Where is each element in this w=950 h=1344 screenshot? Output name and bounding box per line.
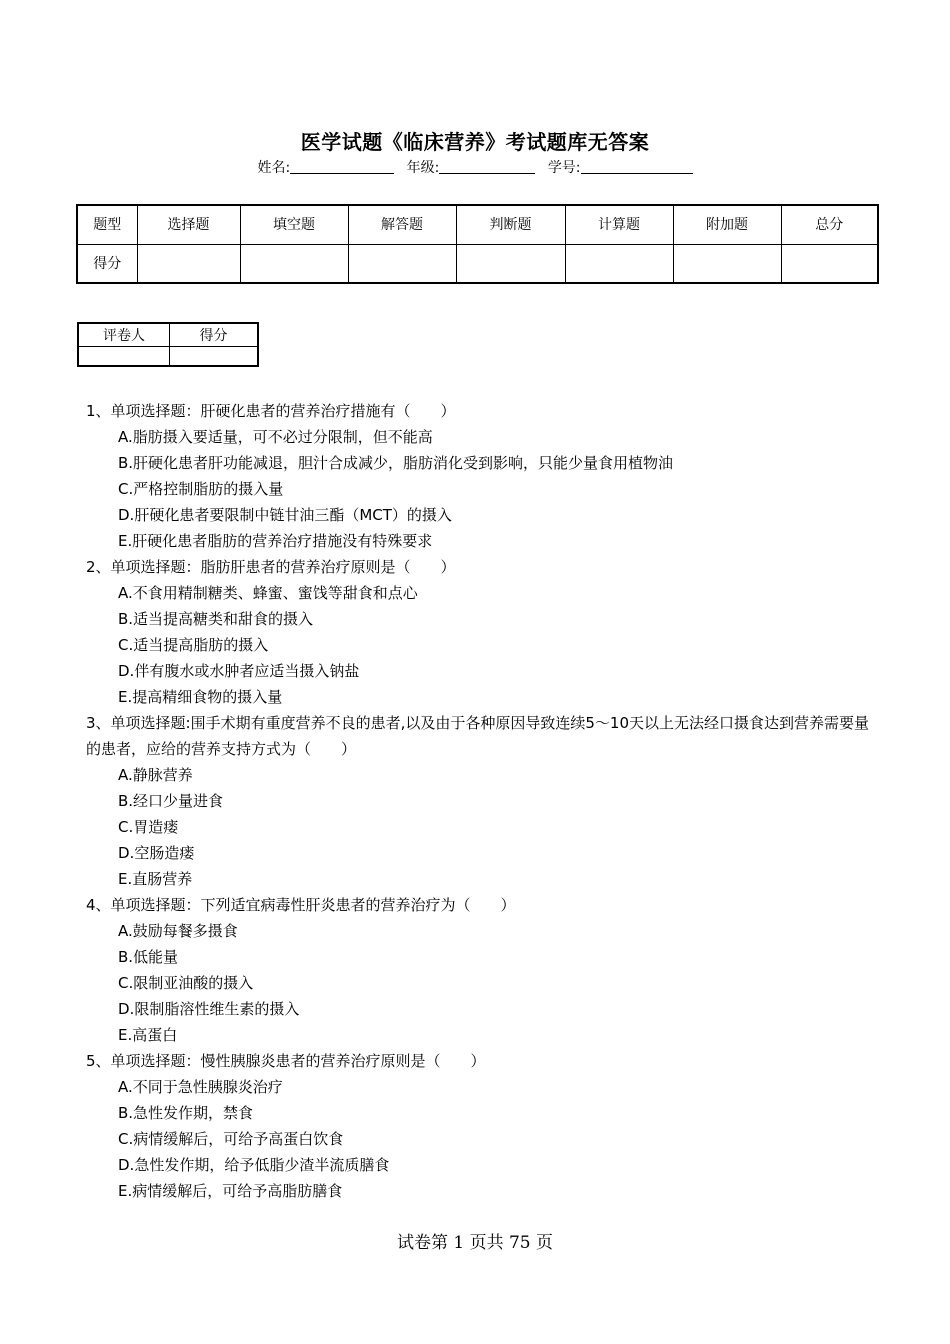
- name-label: 姓名:: [257, 160, 291, 176]
- option: B.急性发作期，禁食: [118, 1104, 254, 1122]
- question-item: [86, 892, 876, 1048]
- option: E.高蛋白: [118, 1026, 178, 1044]
- option: C.病情缓解后，可给予高蛋白饮食: [118, 1130, 344, 1148]
- option: C.严格控制脂肪的摄入量: [118, 480, 284, 498]
- option: E.病情缓解后，可给予高脂肪膳食: [118, 1182, 343, 1200]
- question-item: [86, 1048, 876, 1204]
- score-cell[interactable]: [781, 244, 878, 283]
- score-table-score-row: [77, 244, 878, 283]
- option: D.肝硬化患者要限制中链甘油三酯（MCT）的摄入: [118, 506, 452, 524]
- option: B.经口少量进食: [118, 792, 224, 810]
- option: C.胃造瘘: [118, 818, 179, 836]
- page-title: 医学试题《临床营养》考试题库无答案: [300, 130, 650, 154]
- name-blank[interactable]: [290, 159, 394, 174]
- question-item: [86, 554, 876, 710]
- question-text: 1、单项选择题：肝硬化患者的营养治疗措施有（ ）: [86, 402, 456, 420]
- score-header-cell: 总分: [781, 205, 878, 244]
- question-list: [86, 398, 876, 1204]
- question-item: [86, 398, 876, 554]
- student-info-line: [0, 157, 950, 177]
- score-table: [76, 204, 879, 284]
- score-cell[interactable]: [456, 244, 565, 283]
- question-text: 5、单项选择题：慢性胰腺炎患者的营养治疗原则是（ ）: [86, 1052, 486, 1070]
- score-header-cell: 题型: [77, 205, 137, 244]
- option: B.低能量: [118, 948, 179, 966]
- question-text: 4、单项选择题：下列适宜病毒性肝炎患者的营养治疗为（ ）: [86, 896, 516, 914]
- option: D.空肠造瘘: [118, 844, 195, 862]
- id-blank[interactable]: [581, 159, 693, 174]
- option: B.肝硬化患者肝功能减退，胆汁合成减少，脂肪消化受到影响，只能少量食用植物油: [118, 454, 674, 472]
- score-table-header-row: [77, 205, 878, 244]
- option: A.静脉营养: [118, 766, 193, 784]
- option: C.适当提高脂肪的摄入: [118, 636, 269, 654]
- option: B.适当提高糖类和甜食的摄入: [118, 610, 314, 628]
- option: A.不食用精制糖类、蜂蜜、蜜饯等甜食和点心: [118, 584, 418, 602]
- option: A.脂肪摄入要适量，可不必过分限制，但不能高: [118, 428, 433, 446]
- score-header-cell: 解答题: [348, 205, 456, 244]
- score-header-cell: 选择题: [137, 205, 240, 244]
- score-header-cell: 附加题: [673, 205, 781, 244]
- option: D.伴有腹水或水肿者应适当摄入钠盐: [118, 662, 360, 680]
- option: C.限制亚油酸的摄入: [118, 974, 254, 992]
- page-footer: 试卷第 1 页共 75 页: [396, 1233, 554, 1253]
- grade-label: 年级:: [406, 160, 440, 176]
- question-item: [86, 710, 876, 892]
- option: E.直肠营养: [118, 870, 193, 888]
- score-cell[interactable]: [240, 244, 348, 283]
- grader-entry-row: [78, 347, 258, 367]
- option: A.鼓励每餐多摄食: [118, 922, 238, 940]
- score-header-cell: 计算题: [565, 205, 673, 244]
- id-label: 学号:: [547, 160, 581, 176]
- option: D.限制脂溶性维生素的摄入: [118, 1000, 300, 1018]
- grader-header-row: [78, 323, 258, 347]
- grader-header-cell: 评卷人: [78, 323, 170, 347]
- score-cell[interactable]: [137, 244, 240, 283]
- score-row-label: 得分: [77, 244, 137, 283]
- score-header-cell: 判断题: [456, 205, 565, 244]
- question-text: 3、单项选择题:围手术期有重度营养不良的患者,以及由于各种原因导致连续5～10天以上无法经口摄食达到营养需要量的患者，应给的营养支持方式为（ ）: [86, 714, 870, 758]
- grader-table: [77, 322, 259, 367]
- grader-header-cell: 得分: [170, 323, 259, 347]
- score-cell[interactable]: [673, 244, 781, 283]
- grader-score-cell[interactable]: [170, 347, 259, 367]
- option: E.肝硬化患者脂肪的营养治疗措施没有特殊要求: [118, 532, 433, 550]
- question-text: 2、单项选择题：脂肪肝患者的营养治疗原则是（ ）: [86, 558, 456, 576]
- score-cell[interactable]: [565, 244, 673, 283]
- option: A.不同于急性胰腺炎治疗: [118, 1078, 283, 1096]
- option: D.急性发作期，给予低脂少渣半流质膳食: [118, 1156, 390, 1174]
- option: E.提高精细食物的摄入量: [118, 688, 283, 706]
- score-cell[interactable]: [348, 244, 456, 283]
- grader-cell[interactable]: [78, 347, 170, 367]
- score-header-cell: 填空题: [240, 205, 348, 244]
- grade-blank[interactable]: [439, 159, 535, 174]
